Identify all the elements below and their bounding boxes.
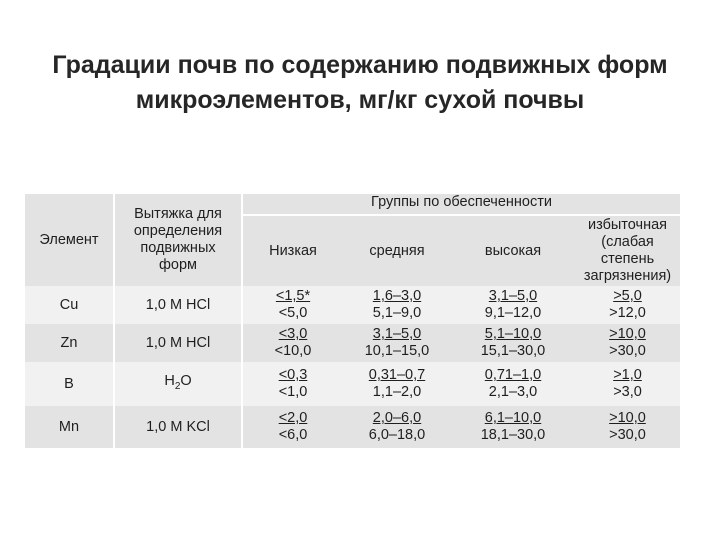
table-row-b-element: B: [64, 375, 74, 392]
table-row-zn-excess: >10,0 >30,0: [609, 326, 646, 359]
table-row-zn-high: 5,1–10,0 15,1–30,0: [480, 326, 546, 359]
header-element: Элемент: [39, 231, 99, 248]
table-row-b-excess: >1,0 >3,0: [613, 367, 642, 400]
header-groups: Группы по обеспеченности: [371, 193, 552, 210]
table-row-b-low: <0,3 <1,0: [278, 367, 308, 400]
table-row-cu-excess: >5,0 >12,0: [609, 288, 646, 321]
gradation-table: [25, 190, 680, 448]
table-row-cu-element: Cu: [59, 296, 79, 313]
table-row-b-high: 0,71–1,0 2,1–3,0: [484, 367, 542, 400]
table-row-cu-low: <1,5* <5,0: [275, 288, 311, 321]
table-row-mn-high: 6,1–10,0 18,1–30,0: [480, 410, 546, 443]
table-row-cu-high: 3,1–5,0 9,1–12,0: [484, 288, 542, 321]
table-row-zn-medium: 3,1–5,0 10,1–15,0: [364, 326, 430, 359]
table-row-zn-low: <3,0 <10,0: [274, 326, 312, 359]
table-row-b-medium: 0,31–0,7 1,1–2,0: [368, 367, 426, 400]
table-row-zn-extract: 1,0 М HCl: [145, 334, 211, 351]
table-row-mn-medium: 2,0–6,0 6,0–18,0: [368, 410, 426, 443]
header-excess: избыточная (слабая степень загрязнения): [583, 217, 672, 284]
header-extract: Вытяжка для определения подвижных форм: [133, 206, 223, 273]
table-row-cu-extract: 1,0 М HCl: [145, 296, 211, 313]
table-row-zn-element: Zn: [60, 334, 78, 351]
table-row-b-extract: $H_2O$: [164, 373, 192, 392]
title-line-1: Градации почв по содержанию подвижных форм: [52, 51, 668, 79]
title-line-2: микроэлементов, мг/кг сухой почвы: [135, 86, 585, 114]
table-row-mn-element: Mn: [58, 418, 80, 435]
page-title: [0, 48, 720, 118]
table-row-cu-medium: 1,6–3,0 5,1–9,0: [372, 288, 422, 321]
header-medium: средняя: [369, 242, 425, 259]
header-high: высокая: [484, 242, 542, 259]
table-row-mn-excess: >10,0 >30,0: [609, 410, 646, 443]
header-low: Низкая: [269, 242, 317, 259]
table-row-mn-low: <2,0 <6,0: [278, 410, 308, 443]
table-row-mn-extract: 1,0 М KCl: [146, 418, 210, 435]
